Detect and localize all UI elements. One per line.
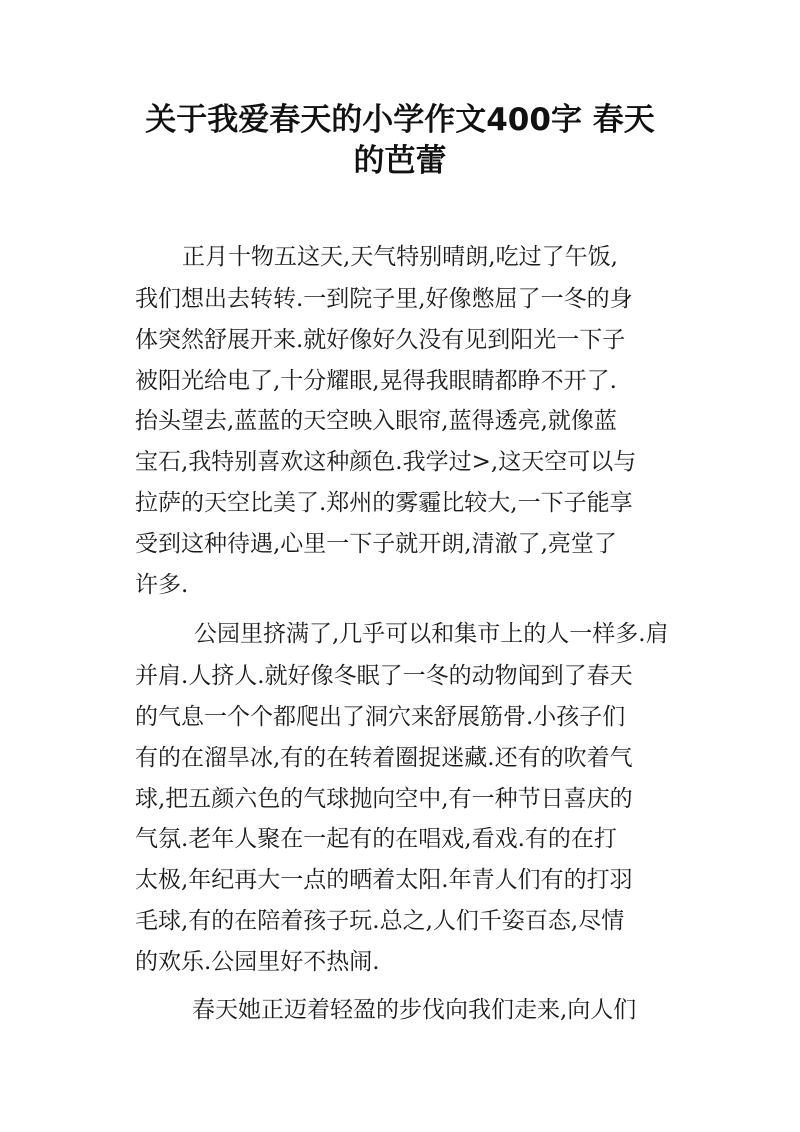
paragraph-1-line: 体突然舒展开来.就好像好久没有见到阳光一下子 [135,327,626,353]
paragraph-2-line: 太极,年纪再大一点的晒着太阳.年青人们有的打羽 [135,867,633,893]
paragraph-1-line: 许多. [135,572,189,598]
paragraph-1-line: 抬头望去,蓝蓝的天空映入眼帘,蓝得透亮,就像蓝 [135,408,617,434]
paragraph-2-line: 并肩.人挤人.就好像冬眠了一冬的动物闻到了春天 [135,663,633,689]
paragraph-1-line: 我们想出去转转.一到院子里,好像憋屈了一冬的身 [135,286,633,312]
paragraph-2-line: 的气息一个个都爬出了洞穴来舒展筋骨.小孩子们 [135,704,626,730]
paragraph-1-line: 被阳光给电了,十分耀眼,晃得我眼睛都睁不开了. [135,368,617,394]
paragraph-2-line: 球,把五颜六色的气球抛向空中,有一种节日喜庆的 [135,786,633,812]
paragraph-3-line: 春天她正迈着轻盈的步伐向我们走来,向人们 [192,997,637,1023]
paragraph-2-line: 的欢乐.公园里好不热闹. [135,949,380,975]
paragraph-2-line: 有的在溜旱冰,有的在转着圈捉迷藏.还有的吹着气 [135,745,633,771]
paragraph-1-line: 宝石,我特别喜欢这种颜色.我学过>,这天空可以与 [135,449,637,475]
paragraph-1-line: 正月十物五这天,天气特别晴朗,吃过了午饭, [182,244,618,270]
paragraph-2-line: 公园里挤满了,几乎可以和集市上的人一样多.肩 [194,621,669,647]
document-title-line-1: 关于我爱春天的小学作文400字 春天 [145,102,655,138]
paragraph-1-line: 受到这种待遇,心里一下子就开朗,清澈了,亮堂了 [135,531,617,557]
paragraph-1-line: 拉萨的天空比美了.郑州的雾霾比较大,一下子能享 [135,490,633,516]
paragraph-2-line: 毛球,有的在陪着孩子玩.总之,人们千姿百态,尽情 [135,908,625,934]
paragraph-2-line: 气氛.老年人聚在一起有的在唱戏,看戏.有的在打 [135,826,617,852]
document-title-line-2: 的芭蕾 [353,143,447,179]
